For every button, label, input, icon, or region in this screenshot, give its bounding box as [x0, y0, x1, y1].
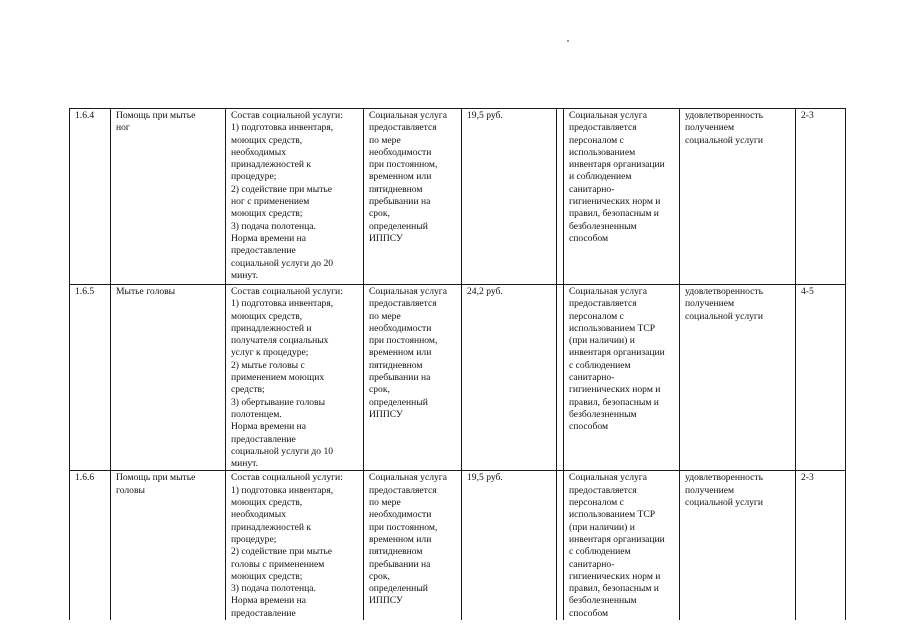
- cell-quality: удовлетворенность получением социальной услуги: [680, 285, 796, 471]
- cell-empty: [557, 285, 564, 471]
- cell-service-name: Мытье головы: [111, 285, 226, 471]
- cell-service-name: Помощь при мытье ног: [111, 109, 226, 285]
- table-row: [70, 285, 846, 471]
- table-row: [70, 109, 846, 285]
- cell-composition: Состав социальной услуги: 1) подготовка инвентаря, моющих средств, необходимых принадлежностей к процедуре; 2) содействие при мытье ног с применением моющих средств; 3) подача полотенца. Норма времени на предоставление социальной услуги до 20 минут.: [226, 109, 364, 285]
- cell-number: 1.6.4: [70, 109, 111, 285]
- services-table: [69, 108, 846, 620]
- table-row: [70, 471, 846, 620]
- cell-service-name: Помощь при мытье головы: [111, 471, 226, 620]
- cell-number: 1.6.5: [70, 285, 111, 471]
- cell-conditions: Социальная услуга предоставляется персоналом с использованием инвентаря организации и соблюдением санитарно- гигиенических норм и правил, безопасным и безболезненным способом: [564, 109, 680, 285]
- cell-composition: Состав социальной услуги: 1) подготовка инвентаря, моющих средств, необходимых принадлежностей к процедуре; 2) содействие при мытье головы с применением моющих средств; 3) подача полотенца. Норма времени на предоставление: [226, 471, 364, 620]
- cell-number: 1.6.6: [70, 471, 111, 620]
- cell-empty: [557, 109, 564, 285]
- cell-empty: [557, 471, 564, 620]
- cell-provision: Социальная услуга предоставляется по мере необходимости при постоянном, временном или пятидневном пребывании на срок, определенный ИППСУ: [364, 109, 462, 285]
- cell-score: 4-5: [796, 285, 846, 471]
- cell-price: 19,5 руб.: [462, 109, 557, 285]
- cell-price: 19,5 руб.: [462, 471, 557, 620]
- cell-score: 2-3: [796, 471, 846, 620]
- cell-composition: Состав социальной услуги: 1) подготовка инвентаря, моющих средств, принадлежностей и получателя социальных услуг к процедуре; 2) мытье головы с применением моющих средств; 3) обертывание головы полотенцем. Норма времени на предоставление социальной услуги до 10 минут.: [226, 285, 364, 471]
- cell-conditions: Социальная услуга предоставляется персоналом с использованием ТСР (при наличии) и инвентаря организации с соблюдением санитарно- гигиенических норм и правил, безопасным и безболезненным способом: [564, 471, 680, 620]
- cell-conditions: Социальная услуга предоставляется персоналом с использованием ТСР (при наличии) и инвентаря организации с соблюдением санитарно- гигиенических норм и правил, безопасным и безболезненным способом: [564, 285, 680, 471]
- cell-provision: Социальная услуга предоставляется по мере необходимости при постоянном, временном или пятидневном пребывании на срок, определенный ИППСУ: [364, 285, 462, 471]
- cell-quality: удовлетворенность получением социальной услуги: [680, 109, 796, 285]
- cell-provision: Социальная услуга предоставляется по мере необходимости при постоянном, временном или пятидневном пребывании на срок, определенный ИППСУ: [364, 471, 462, 620]
- cell-price: 24,2 руб.: [462, 285, 557, 471]
- cell-score: 2-3: [796, 109, 846, 285]
- cell-quality: удовлетворенность получением социальной услуги: [680, 471, 796, 620]
